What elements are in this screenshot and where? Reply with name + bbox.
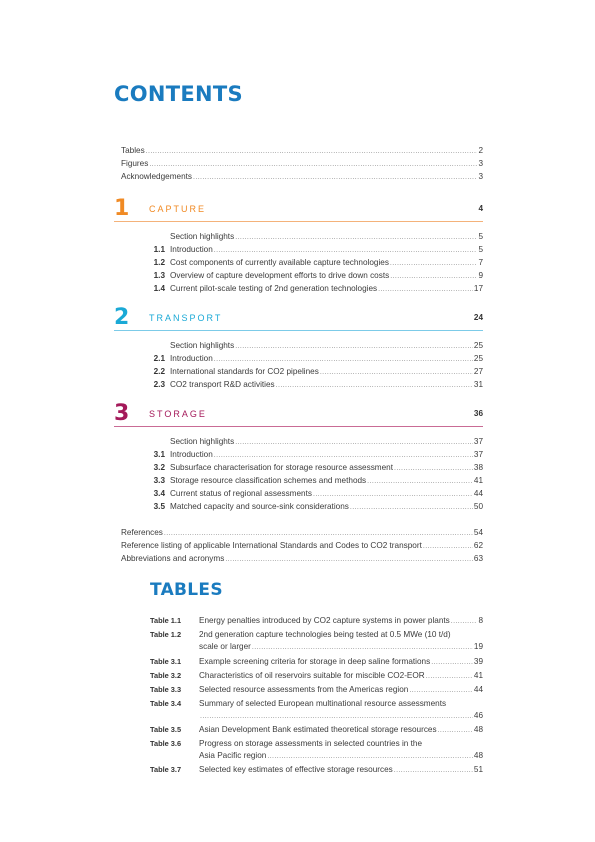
table-page: 46 (473, 710, 483, 720)
toc-entry-page: 3 (478, 159, 483, 168)
toc-entry[interactable] (145, 340, 483, 352)
chapter-capture-header[interactable] (114, 198, 483, 222)
dot-leader (378, 284, 473, 295)
section-number: 3.2 (153, 463, 165, 472)
table-title: Asian Development Bank estimated theoretical storage resources (199, 725, 437, 734)
dot-leader (350, 502, 473, 513)
dot-leader (313, 489, 473, 500)
toc-entry-label: Introduction (170, 354, 213, 363)
table-number: Table 3.3 (150, 685, 182, 694)
table-number: Table 3.7 (150, 765, 182, 774)
toc-entry-label: CO2 transport R&D activities (170, 380, 275, 389)
toc-entry-label: Introduction (170, 245, 213, 254)
table-title: Selected key estimates of effective storage resources (199, 765, 393, 774)
dot-leader (426, 671, 473, 683)
dot-leader (164, 528, 473, 539)
toc-entry-page: 41 (473, 476, 483, 485)
dot-leader (394, 463, 473, 474)
toc-entry-label: Matched capacity and source-sink considerations (170, 502, 349, 511)
toc-entry[interactable] (145, 436, 483, 448)
dot-leader (214, 245, 478, 256)
table-page: 51 (473, 765, 483, 774)
toc-entry-page: 25 (473, 354, 483, 363)
chapter-title: CAPTURE (149, 204, 207, 214)
toc-entry-page: 3 (478, 172, 483, 181)
toc-entry-page: 37 (473, 437, 483, 446)
toc-entry[interactable] (145, 488, 483, 500)
dot-leader (200, 711, 473, 723)
section-number: 3.1 (153, 450, 165, 459)
toc-entry[interactable] (145, 462, 483, 474)
toc-entry-page: 44 (473, 489, 483, 498)
table-title-continued: scale or larger (199, 641, 251, 651)
chapter-number: 1 (114, 196, 130, 221)
dot-leader (438, 725, 473, 737)
toc-entry-label: Subsurface characterisation for storage resource assessment (170, 463, 393, 472)
toc-entry-label: Reference listing of applicable International Standards and Codes to CO2 transport (121, 541, 422, 550)
toc-entry-page: 7 (478, 258, 483, 267)
chapter-title: STORAGE (149, 409, 207, 419)
table-title: Energy penalties introduced by CO2 capture systems in power plants (199, 616, 450, 625)
dot-leader (451, 616, 478, 628)
dot-leader (146, 146, 478, 157)
section-number: 3.5 (153, 502, 165, 511)
toc-entry-label: Overview of capture development efforts to drive down costs (170, 271, 390, 280)
table-page: 44 (473, 685, 483, 694)
contents-heading: CONTENTS (114, 82, 243, 106)
toc-entry-label: Section highlights (170, 232, 235, 241)
table-title: Selected resource assessments from the Americas region (199, 685, 409, 694)
table-number: Table 3.2 (150, 671, 182, 680)
section-number: 1.3 (153, 271, 165, 280)
toc-entry-page: 31 (473, 380, 483, 389)
table-page: 41 (473, 671, 483, 680)
chapter-rule (114, 221, 483, 222)
toc-entry-label: Current pilot-scale testing of 2nd generation technologies (170, 284, 378, 293)
dot-leader (390, 258, 478, 269)
table-page: 8 (478, 616, 483, 625)
toc-entry[interactable] (145, 366, 483, 378)
dot-leader (431, 657, 473, 669)
toc-entry-label: Tables (121, 146, 145, 155)
toc-entry-tables[interactable] (121, 145, 483, 157)
dot-leader (276, 380, 473, 391)
section-number: 2.1 (153, 354, 165, 363)
dot-leader (214, 354, 473, 365)
table-number: Table 3.6 (150, 739, 182, 748)
toc-entry-page: 50 (473, 502, 483, 511)
toc-entry-label: Section highlights (170, 437, 235, 446)
table-page: 48 (473, 750, 483, 760)
chapter-page: 24 (473, 313, 483, 322)
chapter-rule (114, 426, 483, 427)
toc-entry[interactable] (145, 283, 483, 295)
toc-entry-label: Cost components of currently available capture technologies (170, 258, 389, 267)
toc-entry-page: 5 (478, 232, 483, 241)
toc-entry-label: Storage resource classification schemes and methods (170, 476, 367, 485)
toc-entry-label: Section highlights (170, 341, 235, 350)
dot-leader (193, 172, 477, 183)
toc-entry-page: 27 (473, 367, 483, 376)
toc-entry-page: 9 (478, 271, 483, 280)
toc-entry[interactable] (145, 270, 483, 282)
chapter-rule (114, 330, 483, 331)
toc-entry[interactable] (145, 244, 483, 256)
table-title: Example screening criteria for storage in deep saline formations (199, 657, 431, 666)
chapter-page: 36 (473, 409, 483, 418)
chapter-page: 4 (478, 204, 483, 213)
table-title: Characteristics of oil reservoirs suitable for miscible CO2-EOR (199, 671, 425, 680)
table-page: 19 (473, 641, 483, 651)
toc-entry-page: 54 (473, 528, 483, 537)
toc-entry[interactable] (145, 231, 483, 243)
table-number: Table 3.4 (150, 699, 182, 708)
toc-entry-page: 17 (473, 284, 483, 293)
toc-entry-page: 5 (478, 245, 483, 254)
table-page: 48 (473, 725, 483, 734)
table-number: Table 3.5 (150, 725, 182, 734)
dot-leader (235, 437, 473, 448)
dot-leader (252, 642, 473, 654)
table-number: Table 1.2 (150, 630, 182, 639)
dot-leader (149, 159, 477, 170)
table-page: 39 (473, 657, 483, 666)
toc-entry[interactable] (145, 353, 483, 365)
dot-leader (367, 476, 473, 487)
toc-entry-figures[interactable] (121, 158, 483, 170)
table-title: Progress on storage assessments in selected countries in the (199, 739, 422, 748)
toc-entry-label: Acknowledgements (121, 172, 192, 181)
toc-entry-label: References (121, 528, 163, 537)
dot-leader (409, 685, 473, 697)
dot-leader (390, 271, 477, 282)
chapter-transport-header[interactable] (114, 307, 483, 331)
toc-entry[interactable] (145, 257, 483, 269)
section-number: 3.4 (153, 489, 165, 498)
toc-entry-label: Figures (121, 159, 149, 168)
chapter-number: 2 (114, 305, 130, 330)
toc-entry-page: 63 (473, 554, 483, 563)
toc-entry[interactable] (145, 475, 483, 487)
dot-leader (423, 541, 473, 552)
section-number: 1.1 (153, 245, 165, 254)
dot-leader (267, 751, 473, 763)
section-number: 3.3 (153, 476, 165, 485)
section-number: 2.3 (153, 380, 165, 389)
tables-heading: TABLES (150, 580, 223, 600)
chapter-number: 3 (114, 401, 130, 426)
dot-leader (320, 367, 473, 378)
toc-entry-label: Abbreviations and acronyms (121, 554, 225, 563)
dot-leader (235, 341, 473, 352)
toc-entry-page: 38 (473, 463, 483, 472)
section-number: 2.2 (153, 367, 165, 376)
dot-leader (214, 450, 473, 461)
toc-entry[interactable] (145, 379, 483, 391)
dot-leader (394, 765, 473, 777)
toc-entry-page: 25 (473, 341, 483, 350)
table-title: Summary of selected European multinational resource assessments (199, 699, 447, 708)
toc-entry[interactable] (145, 501, 483, 513)
toc-entry-page: 37 (473, 450, 483, 459)
dot-leader (225, 554, 473, 565)
dot-leader (235, 232, 477, 243)
toc-entry-label: Introduction (170, 450, 213, 459)
table-title-continued: Asia Pacific region (199, 750, 267, 760)
toc-entry-standards-listing[interactable] (121, 540, 483, 552)
toc-entry-abbreviations[interactable] (121, 553, 483, 565)
table-title: 2nd generation capture technologies being tested at 0.5 MWe (10 t/d) (199, 630, 451, 639)
toc-entry-label: International standards for CO2 pipelines (170, 367, 319, 376)
chapter-storage-header[interactable] (114, 403, 483, 427)
toc-entry-acknowledgements[interactable] (121, 171, 483, 183)
table-number: Table 1.1 (150, 616, 182, 625)
toc-entry-label: Current status of regional assessments (170, 489, 312, 498)
toc-entry-page: 62 (473, 541, 483, 550)
section-number: 1.2 (153, 258, 165, 267)
section-number: 1.4 (153, 284, 165, 293)
table-number: Table 3.1 (150, 657, 182, 666)
toc-entry-references[interactable] (121, 527, 483, 539)
toc-entry[interactable] (145, 449, 483, 461)
chapter-title: TRANSPORT (149, 313, 223, 323)
toc-entry-page: 2 (478, 146, 483, 155)
